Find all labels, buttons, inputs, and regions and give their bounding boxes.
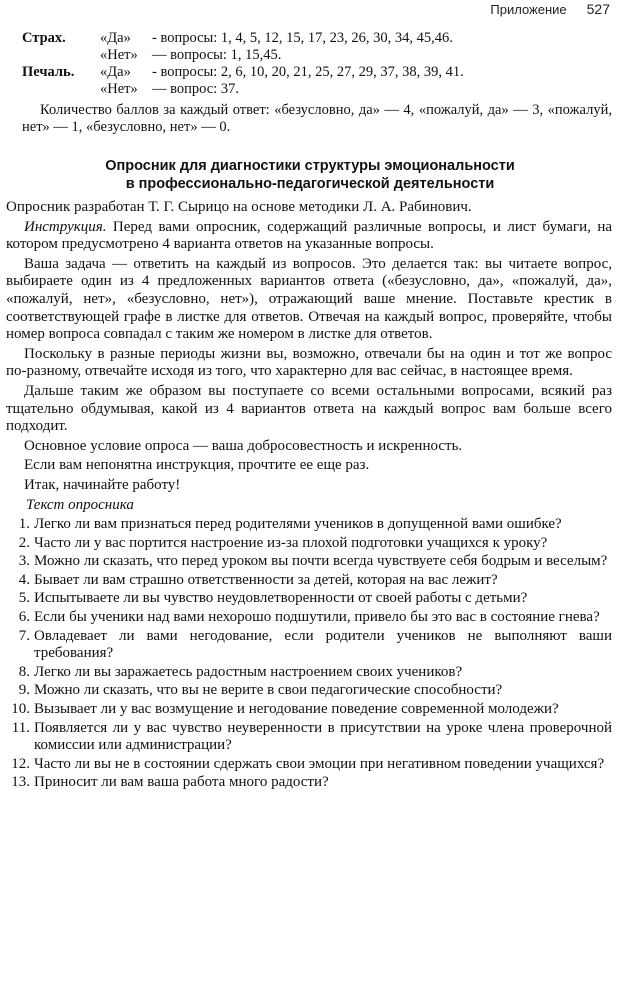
periods-paragraph: Поскольку в разные периоды жизни вы, возможно, отвечали бы на один и тот же вопрос по-разному, отвечайте исходя из того, что характерно для вас сейчас, в настоящее время.	[6, 345, 612, 380]
instruction-label: Инструкция.	[24, 218, 107, 235]
question-item	[6, 756, 612, 774]
further-paragraph: Дальше таким же образом вы поступаете со всеми остальными вопросами, всякий раз тщательно обдумывая, какой из 4 вариантов ответа на каждый вопрос вам больше всего подходит.	[6, 382, 612, 435]
question-list	[6, 516, 612, 792]
condition-paragraph: Основное условие опроса — ваша добросовестность и искренность.	[24, 437, 463, 454]
question-text: Вызывает ли у вас возмущение и негодование поведение современной молодежи?	[34, 701, 559, 718]
start-paragraph: Итак, начинайте работу!	[24, 476, 181, 493]
answer-label: «Да»	[100, 30, 131, 46]
question-text: Часто ли вы не в состоянии сдержать свои эмоции при негативном поведении учащихся?	[34, 755, 605, 772]
scoring-row-sadness	[22, 64, 612, 98]
author-line: Опросник разработан Т. Г. Сырицо на основе методики Л. А. Рабинович.	[6, 199, 472, 215]
question-item	[6, 701, 612, 719]
unclear-paragraph: Если вам непонятна инструкция, прочтите ее еще раз.	[24, 457, 370, 474]
emotion-label: Страх.	[22, 30, 66, 46]
scoring-key	[22, 30, 612, 136]
answer-label: «Нет»	[100, 47, 138, 63]
questions-heading: Текст опросника	[26, 496, 134, 513]
question-number: 9.	[18, 682, 30, 699]
answer-no	[100, 47, 612, 64]
question-text: Приносит ли вам ваша работа много радости?	[34, 774, 329, 791]
answer-questions: — вопросы: 1, 15,45.	[152, 47, 282, 63]
question-number: 8.	[18, 663, 30, 680]
instruction-text: Перед вами опросник, содержащий различные вопросы, и лист бумаги, на котором предусмотрено 4 варианта ответов на указанные вопросы.	[6, 218, 612, 253]
answer-yes	[100, 64, 612, 81]
question-number: 7.	[18, 627, 30, 644]
question-number: 11.	[11, 719, 30, 736]
question-item	[6, 609, 612, 627]
questionnaire-title	[0, 157, 620, 193]
answer-label: «Нет»	[100, 81, 138, 97]
page-number: 527	[586, 1, 610, 17]
question-text: Бывает ли вам страшно ответственности за детей, которая на вас лежит?	[34, 571, 498, 588]
question-number: 6.	[18, 609, 30, 626]
question-text: Испытываете ли вы чувство неудовлетворенности от своей работы с детьми?	[34, 590, 528, 607]
running-head-section: Приложение	[490, 1, 567, 17]
question-text: Легко ли вы заражаетесь радостным настроением своих учеников?	[34, 663, 463, 680]
question-item	[6, 572, 612, 590]
question-text: Овладевает ли вами негодование, если родители учеников не выполняют ваши требования?	[34, 627, 612, 662]
question-number: 1.	[18, 516, 30, 533]
score-count-paragraph: Количество баллов за каждый ответ: «безусловно, да» — 4, «пожалуй, да» — 3, «пожалуй, нет» — 1, «безусловно, нет» — 0.	[22, 102, 612, 135]
title-line-1: Опросник для диагностики структуры эмоциональности	[105, 158, 515, 174]
emotion-label: Печаль.	[22, 64, 75, 80]
answer-questions: - вопросы: 1, 4, 5, 12, 15, 17, 23, 26, 30, 34, 45,46.	[152, 30, 453, 46]
running-head	[490, 0, 610, 18]
question-item	[6, 628, 612, 663]
questionnaire-body	[6, 199, 612, 793]
question-item	[6, 664, 612, 682]
title-line-2: в профессионально-педагогической деятельности	[125, 176, 495, 192]
task-paragraph: Ваша задача — ответить на каждый из вопросов. Это делается так: вы читаете вопрос, выбираете один из 4 предложенных вариантов ответа («безусловно, да», «пожалуй, да», «пожалуй, нет», «безусловно, нет»), отражающий ваше мнение. Поставьте крестик в соответствующей графе в листке для ответов. Отвечая на каждый вопрос, проверяйте, чтобы номер вопроса совпадал с таким же номером в листке для ответов.	[6, 255, 612, 343]
question-text: Легко ли вам признаться перед родителями учеников в допущенной вами ошибке?	[34, 516, 562, 533]
question-text: Можно ли сказать, что перед уроком вы почти всегда чувствуете себя бодрым и веселым?	[34, 553, 608, 570]
answer-questions: - вопросы: 2, 6, 10, 20, 21, 25, 27, 29, 37, 38, 39, 41.	[152, 64, 464, 80]
question-number: 2.	[18, 534, 30, 551]
question-number: 5.	[18, 590, 30, 607]
instruction-paragraph	[6, 219, 612, 254]
answer-yes	[100, 30, 612, 47]
scoring-row-fear	[22, 30, 612, 64]
answer-no	[100, 81, 612, 98]
question-number: 10.	[11, 701, 30, 718]
question-text: Если бы ученики над вами нехорошо подшутили, привело бы это вас в состояние гнева?	[34, 609, 600, 626]
question-number: 4.	[18, 571, 30, 588]
question-item	[6, 682, 612, 700]
question-text: Часто ли у вас портится настроение из-за плохой подготовки учащихся к уроку?	[34, 534, 548, 551]
answer-label: «Да»	[100, 64, 131, 80]
question-item	[6, 774, 612, 792]
question-text: Появляется ли у вас чувство неуверенности в присутствии на уроке члена проверочной комиссии или администрации?	[34, 719, 612, 754]
question-item	[6, 590, 612, 608]
question-item	[6, 516, 612, 534]
question-number: 12.	[11, 755, 30, 772]
question-item	[6, 720, 612, 755]
question-item	[6, 553, 612, 571]
question-text: Можно ли сказать, что вы не верите в свои педагогические способности?	[34, 682, 503, 699]
question-item	[6, 535, 612, 553]
question-number: 13.	[11, 774, 30, 791]
question-number: 3.	[18, 553, 30, 570]
answer-questions: — вопрос: 37.	[152, 81, 239, 97]
